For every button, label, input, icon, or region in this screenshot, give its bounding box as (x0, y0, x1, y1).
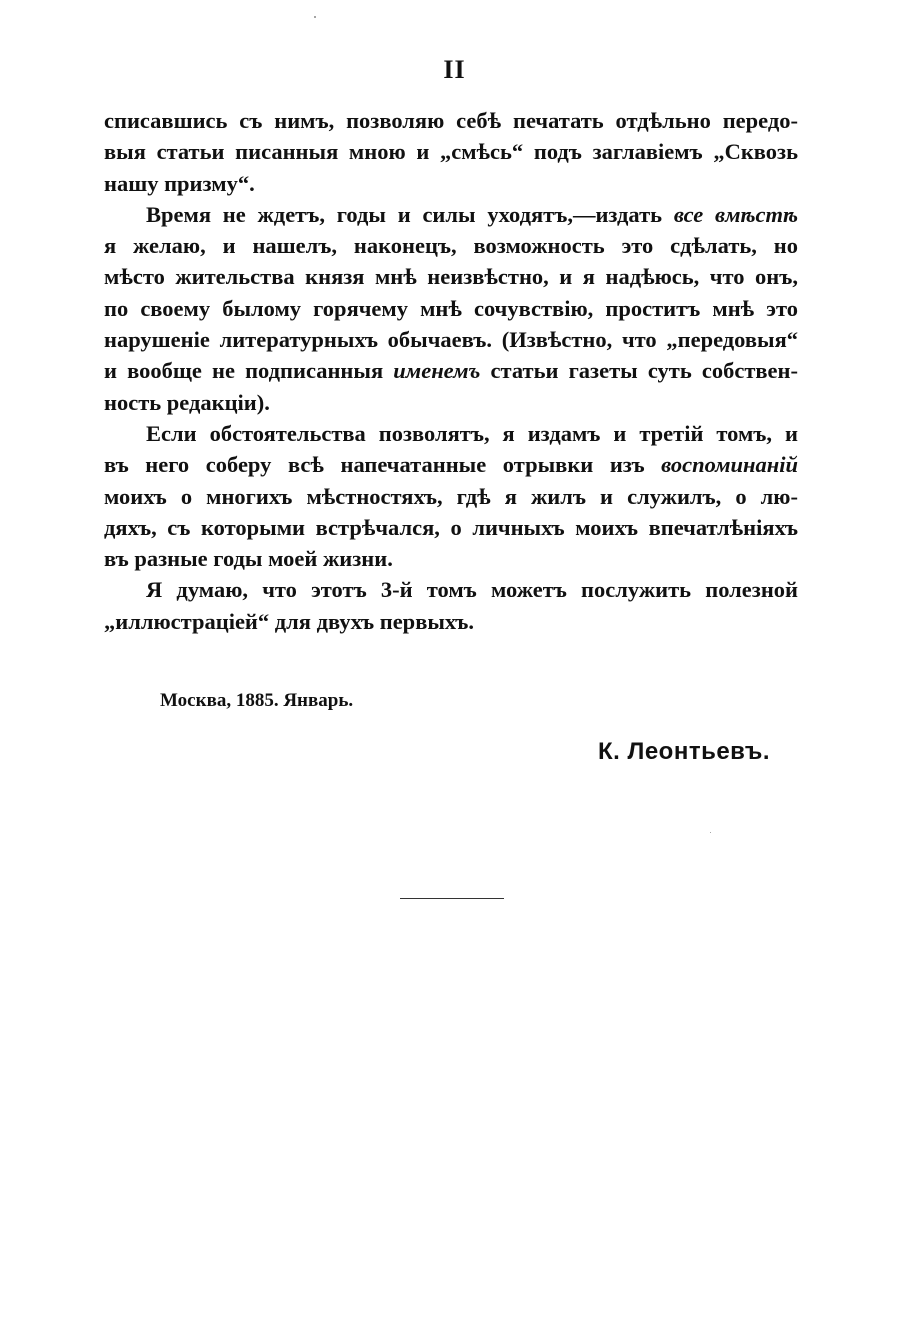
text-line: выя статьи писанныя мною и „смѣсь“ подъ заглавіемъ „Сквозь (104, 139, 798, 165)
text-line: моихъ о многихъ мѣстностяхъ, гдѣ я жилъ и служилъ, о лю- (104, 483, 798, 509)
text-run: и вообще не подписанныя (104, 358, 394, 384)
text-line: Я думаю, что этотъ 3-й томъ можетъ послужить полезной (146, 577, 798, 603)
emphasized-text: все вмѣстѣ (673, 201, 798, 227)
place-date: Москва, 1885. Январь. (160, 690, 354, 711)
paragraph-4 (104, 574, 798, 637)
text-line: по своему былому горячему мнѣ сочувствію, проститъ мнѣ это (104, 295, 798, 321)
body-text (104, 105, 798, 637)
text-line: нарушеніе литературныхъ обычаевъ. (Извѣстно, что „передовыя“ (104, 327, 798, 353)
text-run: статьи газеты суть собствен- (480, 358, 798, 384)
text-line: дяхъ, съ которыми встрѣчался, о личныхъ моихъ впечатлѣніяхъ (104, 514, 798, 540)
text-line (104, 199, 798, 230)
speck-mark (710, 832, 711, 833)
text-line: „иллюстраціей“ для двухъ первыхъ. (104, 608, 475, 634)
page-number: II (443, 55, 466, 84)
text-line: ность редакціи). (104, 389, 270, 415)
text-line: въ разные годы моей жизни. (104, 546, 393, 572)
speck-mark (314, 16, 316, 18)
text-run: въ него соберу всѣ напечатанные отрывки изъ (104, 452, 662, 478)
text-run: Время не ждетъ, годы и силы уходятъ,—издать (146, 201, 674, 227)
paragraph-1 (104, 105, 798, 199)
text-line (104, 449, 798, 480)
closing-rule (400, 898, 504, 899)
text-line: списавшись съ нимъ, позволяю себѣ печатать отдѣльно передо- (104, 108, 798, 133)
emphasized-text: именемъ (393, 358, 481, 384)
paragraph-2 (104, 199, 798, 418)
text-line: Если обстоятельства позволятъ, я издамъ и третій томъ, и (146, 420, 798, 446)
emphasized-text: воспоминаній (661, 452, 798, 478)
text-line: мѣсто жительства князя мнѣ неизвѣстно, и я надѣюсь, что онъ, (104, 264, 798, 290)
paragraph-3 (104, 418, 798, 574)
text-line: нашу призму“. (104, 170, 255, 196)
text-line (104, 355, 798, 386)
text-line: я желаю, и нашелъ, наконецъ, возможность это сдѣлать, но (104, 233, 798, 259)
author-signature: К. Леонтьевъ. (598, 738, 771, 765)
